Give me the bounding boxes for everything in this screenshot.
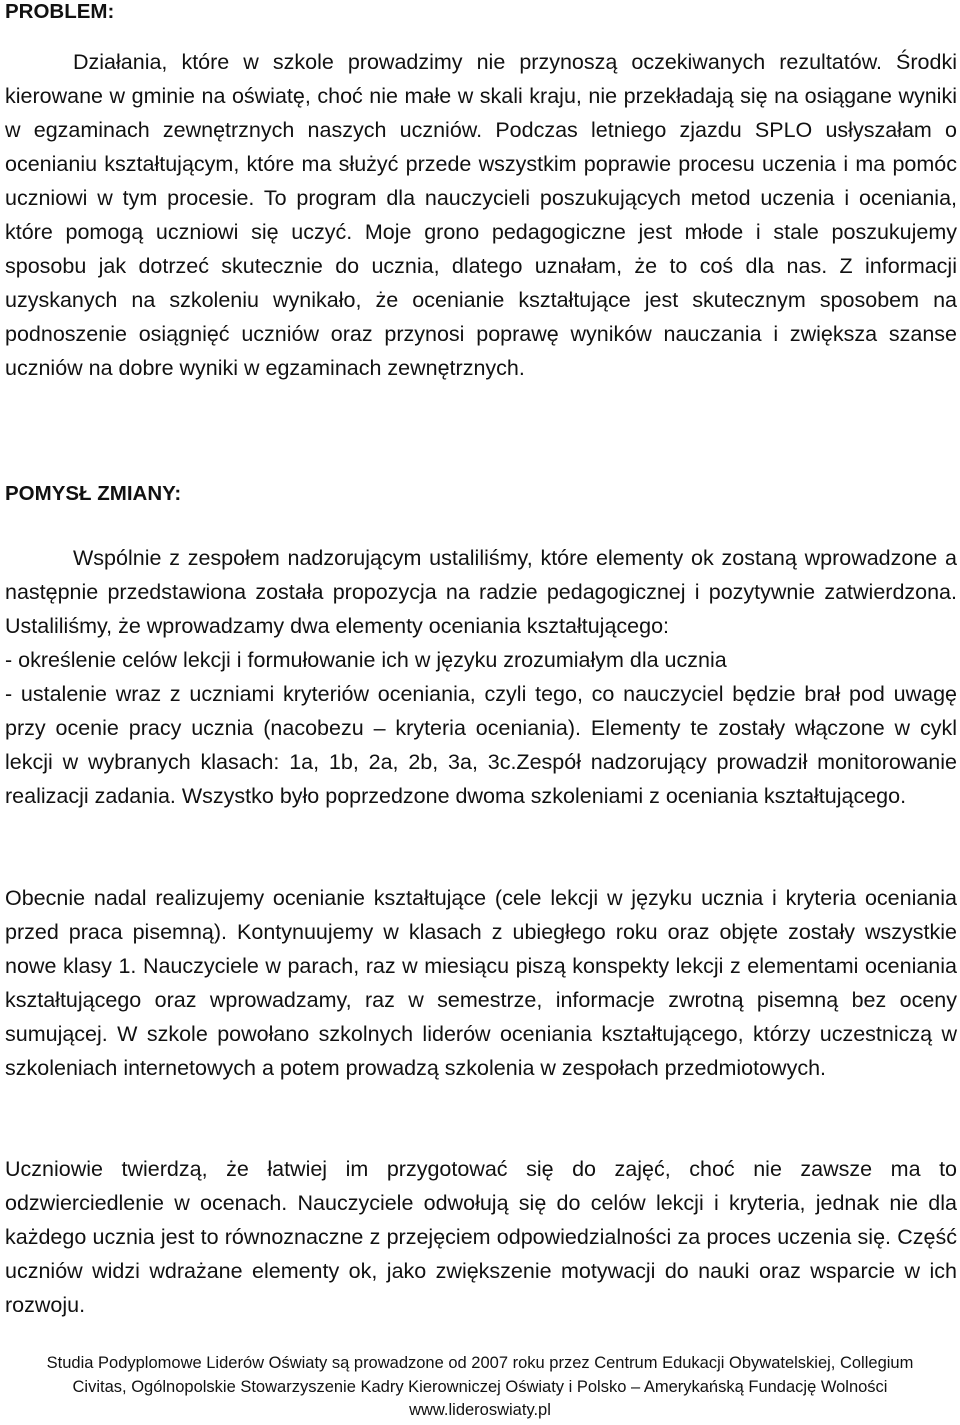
section-heading-problem: PROBLEM: [5, 0, 115, 23]
section-heading-pomysl-zmiany: POMYSŁ ZMIANY: [5, 482, 182, 505]
pomysl-zmiany-block [5, 541, 957, 813]
current-implementation-paragraph: Obecnie nadal realizujemy ocenianie kształtujące (cele lekcji w języku ucznia i kryteria oceniania przed praca pisemną). Kontynuujemy w klasach z ubiegłego roku oraz objęte zostały wszystkie nowe klasy 1. Nauczyciele w parach, raz w miesiącu piszą konspekty lekcji z elementami oceniania kształtującego oraz wprowadzamy, raz w semestrze, informacje zwrotną pisemną bez oceny sumującej. W szkole powołano szkolnych liderów oceniania kształtującego, którzy uczestniczą w szkoleniach internetowych a potem prowadzą szkolenia w zespołach przedmiotowych. [5, 886, 957, 1080]
footer-website-link[interactable]: www.lideroswiaty.pl [409, 1401, 551, 1419]
student-feedback-paragraph: Uczniowie twierdzą, że łatwiej im przygotować się do zajęć, choć nie zawsze ma to odzwierciedlenie w ocenach. Nauczyciele odwołują się do celów lekcji i kryteria, jednak nie dla każdego ucznia jest to równoznaczne z przejęciem odpowiedzialności za proces uczenia się. Część uczniów widzi wdrażane elementy ok, jako zwiększenie motywacji do nauki oraz wsparcie w ich rozwoju. [5, 1157, 957, 1317]
pomysl-zmiany-intro: Wspólnie z zespołem nadzorującym ustaliliśmy, które elementy ok zostaną wprowadzone a następnie przedstawiona została propozycja na radzie pedagogicznej i pozytywnie zatwierdzona. Ustaliliśmy, że wprowadzamy dwa elementy oceniania kształtującego: [5, 546, 957, 638]
list-item-goals: - określenie celów lekcji i formułowanie ich w języku zrozumiałym dla ucznia [5, 648, 727, 672]
footer-line: Studia Podyplomowe Liderów Oświaty są prowadzone od 2007 roku przez Centrum Edukacji Obywatelskiej, Collegium [46, 1354, 914, 1372]
problem-paragraph: Działania, które w szkole prowadzimy nie przynoszą oczekiwanych rezultatów. Środki kierowane w gminie na oświatę, choć nie małe w skali kraju, nie przekładają się na osiągane wyniki w egzaminach zewnętrznych naszych uczniów. Podczas letniego zjazdu SPLO usłyszałam o ocenianiu kształtującym, które ma służyć przede wszystkim poprawie procesu uczenia i ma pomóc uczniowi w tym procesie. To program dla nauczycieli poszukujących metod uczenia i oceniania, które pomogą uczniowi się uczyć. Moje grono pedagogiczne jest młode i stale poszukujemy sposobu jak dotrzeć skutecznie do ucznia, dlatego uznałam, że to coś dla nas. Z informacji uzyskanych na szkoleniu wynikało, że ocenianie kształtujące jest skutecznym sposobem na podnoszenie osiągnięć uczniów oraz przynosi poprawę wyników nauczania i zwiększa szanse uczniów na dobre wyniki w egzaminach zewnętrznych. [5, 50, 957, 380]
page-footer [0, 1352, 960, 1423]
footer-line: Civitas, Ogólnopolskie Stowarzyszenie Kadry Kierowniczej Oświaty i Polsko – Amerykańską Fundację Wolności [72, 1377, 888, 1396]
list-item-criteria: - ustalenie wraz z uczniami kryteriów oceniania, czyli tego, co nauczyciel będzie brał pod uwagę przy ocenie pracy ucznia (nacobezu – kryteria oceniania). Elementy te zostały włączone w cykl lekcji w wybranych klasach: 1a, 1b, 2a, 2b, 3a, 3c.Zespół nadzorujący prowadził monitorowanie realizacji zadania. Wszystko było poprzedzone dwoma szkoleniami z oceniania kształtującego. [5, 682, 957, 808]
